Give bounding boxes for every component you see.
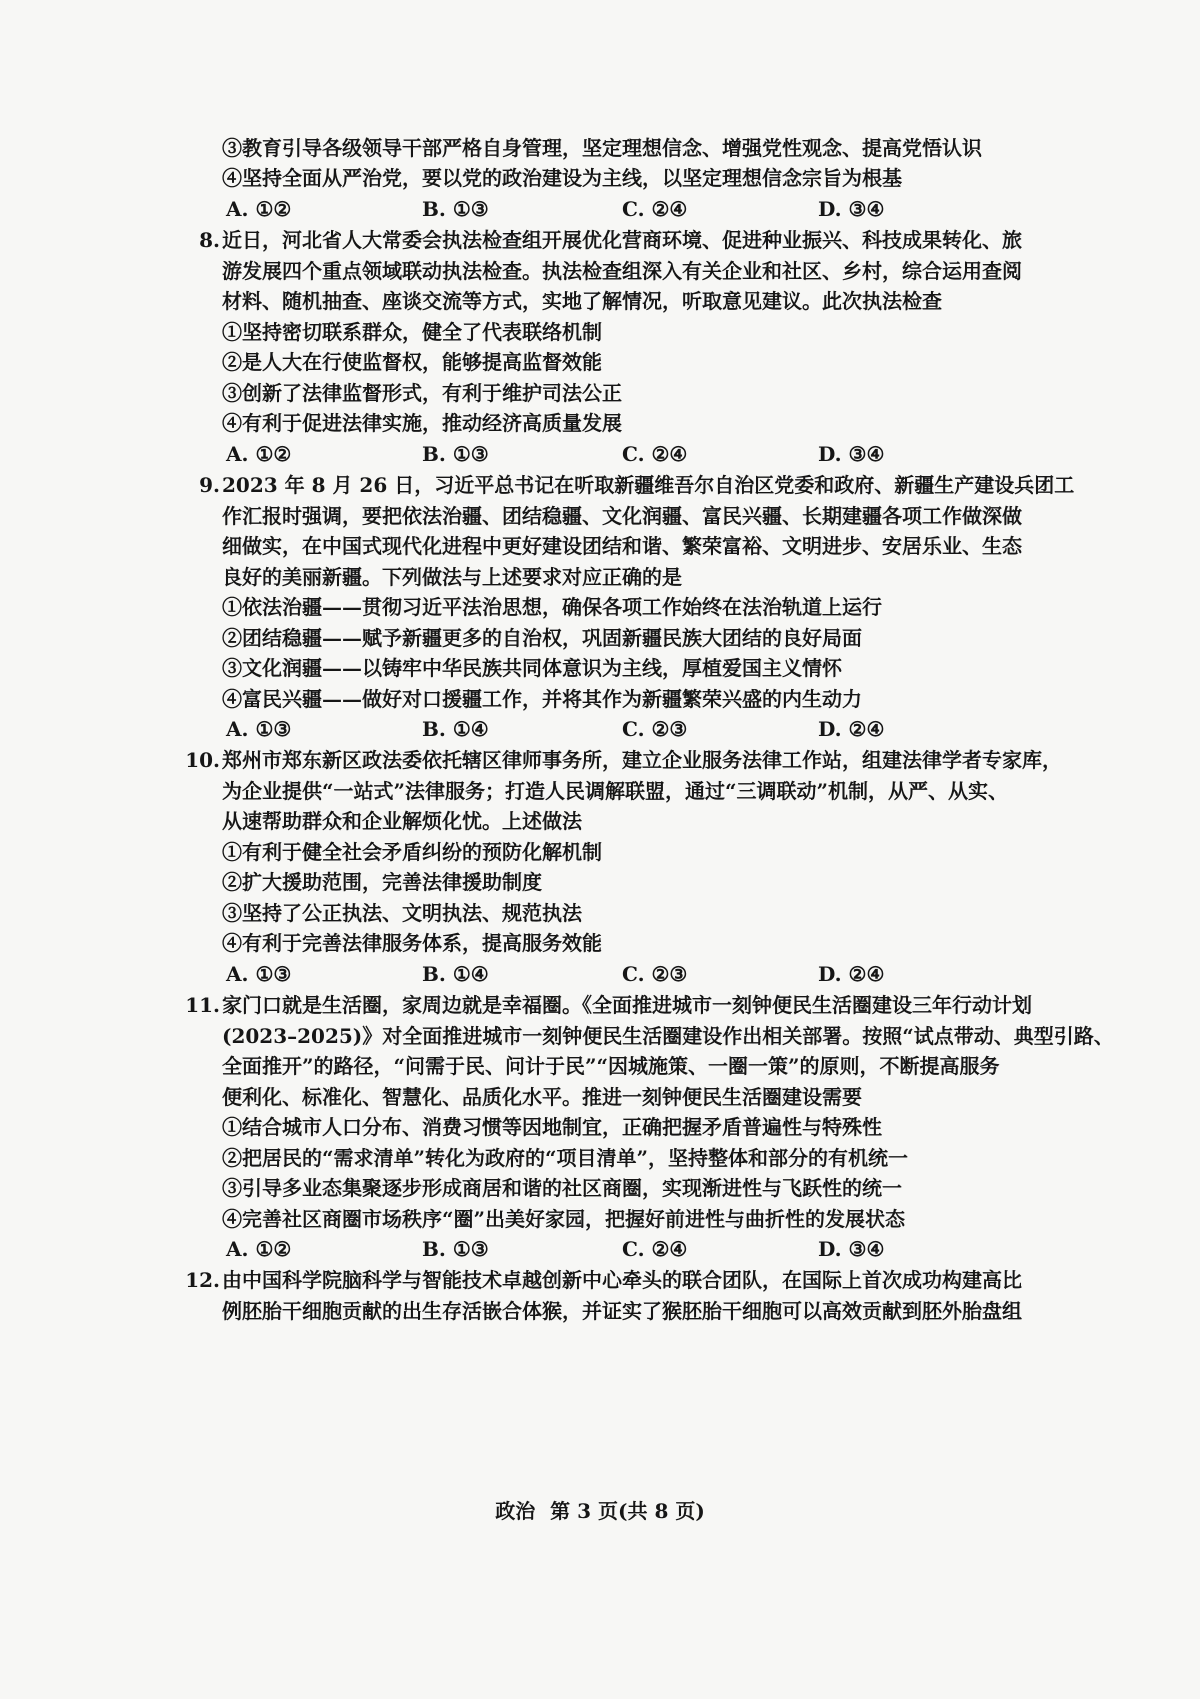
stem-line: 例胚胎干细胞贡献的出生存活嵌合体猴，并证实了猴胚胎干细胞可以高效贡献到胚外胎盘组 (222, 1299, 1022, 1323)
footer-page-number: 第 3 页(共 8 页) (550, 1499, 705, 1523)
stem-line: 从速帮助群众和企业解烦化忧。上述做法 (222, 809, 582, 833)
option-c: C. ②④ (622, 442, 688, 466)
option-c: C. ②③ (622, 962, 688, 986)
option-a: A. ①② (226, 1237, 292, 1261)
item-line: ②是人大在行使监督权，能够提高监督效能 (222, 350, 602, 374)
option-d: D. ③④ (818, 197, 885, 221)
item-line: ②团结稳疆——赋予新疆更多的自治权，巩固新疆民族大团结的良好局面 (222, 626, 862, 650)
option-b: B. ①③ (422, 442, 489, 466)
option-d: D. ③④ (818, 442, 885, 466)
item-line: ③文化润疆——以铸牢中华民族共同体意识为主线，厚植爱国主义情怀 (222, 656, 842, 680)
option-d: D. ②④ (818, 962, 885, 986)
item-line: ④坚持全面从严治党，要以党的政治建设为主线，以坚定理想信念宗旨为根基 (222, 166, 902, 190)
item-line: ④完善社区商圈市场秩序“圈”出美好家园，把握好前进性与曲折性的发展状态 (222, 1207, 906, 1231)
option-a: A. ①② (226, 442, 292, 466)
option-b: B. ①④ (422, 962, 489, 986)
item-line: ③坚持了公正执法、文明执法、规范执法 (222, 901, 582, 925)
option-c: C. ②③ (622, 717, 688, 741)
item-line: ④有利于促进法律实施，推动经济高质量发展 (222, 411, 622, 435)
stem-line: 细做实，在中国式现代化进程中更好建设团结和谐、繁荣富裕、文明进步、安居乐业、生态 (222, 534, 1022, 558)
stem-line: 便利化、标准化、智慧化、品质化水平。推进一刻钟便民生活圈建设需要 (222, 1085, 862, 1109)
stem-line: 近日，河北省人大常委会执法检查组开展优化营商环境、促进种业振兴、科技成果转化、旅 (222, 228, 1022, 252)
stem-line: 游发展四个重点领域联动执法检查。执法检查组深入有关企业和社区、乡村，综合运用查阅 (222, 259, 1022, 283)
item-line: ①依法治疆——贯彻习近平法治思想，确保各项工作始终在法治轨道上运行 (222, 595, 882, 619)
item-line: ③创新了法律监督形式，有利于维护司法公正 (222, 381, 622, 405)
option-c: C. ②④ (622, 197, 688, 221)
stem-line: (2023–2025)》对全面推进城市一刻钟便民生活圈建设作出相关部署。按照“试点带动、典型引路、 (222, 1024, 1114, 1048)
stem-line: 全面推开”的路径，“问需于民、问计于民”“因城施策、一圈一策”的原则，不断提高服务 (222, 1054, 1000, 1078)
question-number: 9. (199, 473, 220, 497)
item-line: ③教育引导各级领导干部严格自身管理，坚定理想信念、增强党性观念、提高党悟认识 (222, 136, 982, 160)
item-line: ①坚持密切联系群众，健全了代表联络机制 (222, 320, 602, 344)
option-b: B. ①③ (422, 197, 489, 221)
item-line: ①有利于健全社会矛盾纠纷的预防化解机制 (222, 840, 602, 864)
question-number: 8. (199, 228, 220, 252)
option-d: D. ②④ (818, 717, 885, 741)
stem-line: 良好的美丽新疆。下列做法与上述要求对应正确的是 (222, 565, 682, 589)
stem-line: 2023 年 8 月 26 日，习近平总书记在听取新疆维吾尔自治区党委和政府、新疆生产建设兵团工 (222, 473, 1075, 497)
option-b: B. ①③ (422, 1237, 489, 1261)
stem-line: 郑州市郑东新区政法委依托辖区律师事务所，建立企业服务法律工作站，组建法律学者专家库， (222, 748, 1062, 772)
item-line: ③引导多业态集聚逐步形成商居和谐的社区商圈，实现渐进性与飞跃性的统一 (222, 1176, 902, 1200)
stem-line: 为企业提供“一站式”法律服务；打造人民调解联盟，通过“三调联动”机制，从严、从实、 (222, 779, 1009, 803)
option-c: C. ②④ (622, 1237, 688, 1261)
stem-line: 家门口就是生活圈，家周边就是幸福圈。《全面推进城市一刻钟便民生活圈建设三年行动计划 (222, 993, 1032, 1017)
page-footer (0, 1496, 1200, 1526)
stem-line: 作汇报时强调，要把依法治疆、团结稳疆、文化润疆、富民兴疆、长期建疆各项工作做深做 (222, 504, 1022, 528)
question-number: 10. (185, 748, 220, 772)
question-number: 11. (185, 993, 220, 1017)
item-line: ②把居民的“需求清单”转化为政府的“项目清单”，坚持整体和部分的有机统一 (222, 1146, 909, 1170)
option-a: A. ①③ (226, 717, 292, 741)
option-b: B. ①④ (422, 717, 489, 741)
footer-subject: 政治 (495, 1499, 536, 1523)
option-a: A. ①③ (226, 962, 292, 986)
item-line: ①结合城市人口分布、消费习惯等因地制宜，正确把握矛盾普遍性与特殊性 (222, 1115, 882, 1139)
item-line: ④有利于完善法律服务体系，提高服务效能 (222, 931, 602, 955)
option-a: A. ①② (226, 197, 292, 221)
stem-line: 由中国科学院脑科学与智能技术卓越创新中心牵头的联合团队，在国际上首次成功构建高比 (222, 1268, 1022, 1292)
item-line: ②扩大援助范围，完善法律援助制度 (222, 870, 542, 894)
item-line: ④富民兴疆——做好对口援疆工作，并将其作为新疆繁荣兴盛的内生动力 (222, 687, 862, 711)
stem-line: 材料、随机抽查、座谈交流等方式，实地了解情况，听取意见建议。此次执法检查 (222, 289, 942, 313)
option-d: D. ③④ (818, 1237, 885, 1261)
question-number: 12. (185, 1268, 220, 1292)
